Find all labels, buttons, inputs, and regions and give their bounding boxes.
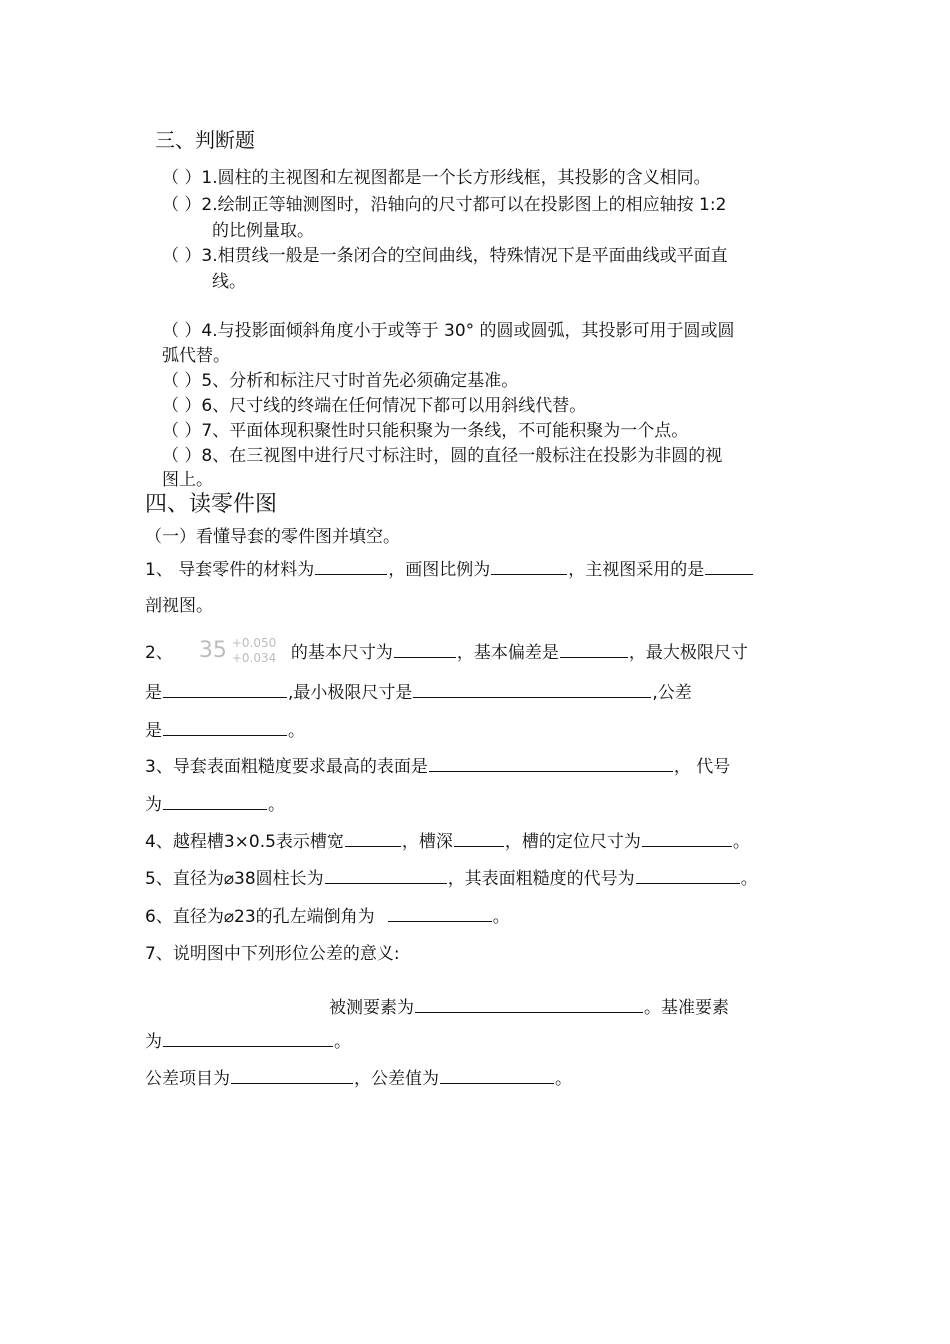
answer-blank[interactable] <box>560 640 628 658</box>
answer-blank[interactable] <box>491 557 567 575</box>
answer-blank[interactable] <box>413 680 651 698</box>
section4-subtitle: （一）看懂导套的零件图并填空。 <box>145 527 400 547</box>
question-3: 3、导套表面粗糙度要求最高的表面是 ， 代号 <box>145 752 730 777</box>
question-6: 6、直径为⌀23的孔左端倒角为 。 <box>145 902 510 927</box>
answer-blank[interactable] <box>325 866 447 884</box>
question-5: 5、直径为⌀38圆柱长为 ，其表面粗糙度的代号为 。 <box>145 864 758 889</box>
answer-blank[interactable] <box>440 1066 554 1084</box>
section4-title: 四、读零件图 <box>145 492 278 517</box>
judge-item-8: （ ）8、在三视图中进行尺寸标注时，圆的直径一般标注在投影为非圆的视 <box>162 446 723 466</box>
judge-item-5: （ ）5、分析和标注尺寸时首先必须确定基准。 <box>162 371 519 391</box>
question-7-tolerance: 公差项目为 ，公差值为 。 <box>145 1064 572 1089</box>
judge-item-3: （ ）3.相贯线一般是一条闭合的空间曲线，特殊情况下是平面曲线或平面直 <box>162 246 728 266</box>
judge-item-3-cont: 线。 <box>212 272 246 292</box>
section3-title: 三、判断题 <box>155 128 255 152</box>
question-1: 1、 导套零件的材料为 ，画图比例为 ，主视图采用的是 <box>145 555 754 580</box>
answer-blank[interactable] <box>163 1029 333 1047</box>
judge-item-2: （ ）2.绘制正等轴测图时，沿轴向的尺寸都可以在投影图上的相应轴按 1:2 <box>162 195 727 215</box>
answer-blank[interactable] <box>163 680 287 698</box>
judge-item-2-cont: 的比例量取。 <box>212 221 314 241</box>
answer-blank[interactable] <box>636 866 740 884</box>
answer-blank[interactable] <box>454 829 504 847</box>
question-2: 2、 35 +0.050 +0.034 的基本尺寸为 ，基本偏差是 ，最大极限尺寸 <box>145 636 748 670</box>
judge-item-7: （ ）7、平面体现积聚性时只能积聚为一条线，不可能积聚为一个点。 <box>162 421 689 441</box>
answer-blank[interactable] <box>429 754 673 772</box>
answer-blank[interactable] <box>163 718 287 736</box>
judge-item-1: （ ）1.圆柱的主视图和左视图都是一个长方形线框，其投影的含义相同。 <box>162 168 711 188</box>
answer-blank[interactable] <box>394 640 456 658</box>
question-7-measured: 被测要素为 。基准要素 <box>329 993 729 1018</box>
question-4: 4、越程槽3×0.5表示槽宽 ，槽深 ，槽的定位尺寸为 。 <box>145 827 750 852</box>
judge-item-4: （ ）4.与投影面倾斜角度小于或等于 30° 的圆或圆弧，其投影可用于圆或圆 <box>162 321 735 341</box>
answer-blank[interactable] <box>705 557 753 575</box>
question-1-cont: 剖视图。 <box>145 596 213 616</box>
judge-item-4-cont: 弧代替。 <box>162 346 230 366</box>
answer-blank[interactable] <box>388 904 492 922</box>
question-3-cont: 为 。 <box>145 790 285 815</box>
answer-blank[interactable] <box>315 557 387 575</box>
answer-blank[interactable] <box>642 829 732 847</box>
answer-blank[interactable] <box>345 829 401 847</box>
answer-blank[interactable] <box>415 995 643 1013</box>
answer-blank[interactable] <box>163 792 267 810</box>
question-2-cont: 是 ,最小极限尺寸是 ,公差 <box>145 678 692 703</box>
judge-item-8-cont: 图上。 <box>162 470 213 490</box>
question-7-datum: 为 。 <box>145 1027 351 1052</box>
judge-item-6: （ ）6、尺寸线的终端在任何情况下都可以用斜线代替。 <box>162 396 587 416</box>
answer-blank[interactable] <box>231 1066 353 1084</box>
question-7: 7、说明图中下列形位公差的意义: <box>145 944 400 964</box>
question-2-cont2: 是 。 <box>145 716 305 741</box>
tolerance-dimension: 35 +0.050 +0.034 <box>198 636 277 665</box>
